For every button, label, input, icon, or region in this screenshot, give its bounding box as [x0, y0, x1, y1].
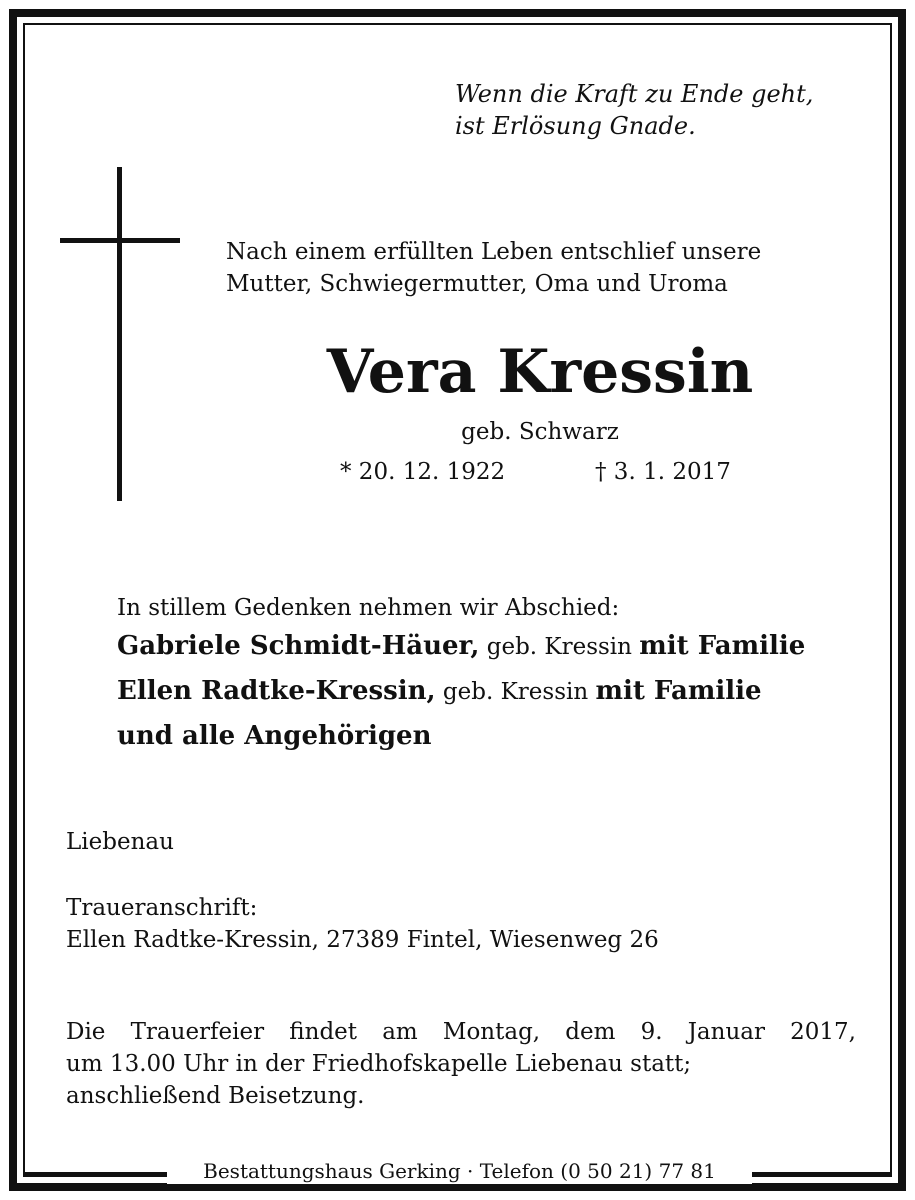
birth-date: * 20. 12. 1922	[340, 459, 506, 485]
funeral-service-info	[66, 1016, 856, 1112]
mourner-name: Gabriele Schmidt-Häuer,	[117, 631, 480, 661]
service-line-1: Die Trauerfeier findet am Montag, dem 9. Januar 2017,	[66, 1019, 856, 1045]
motto-line-2: ist Erlösung Gnade.	[455, 112, 696, 140]
motto-line-1: Wenn die Kraft zu Ende geht,	[455, 80, 814, 108]
intro-line-1: Nach einem erfüllten Leben entschlief unsere	[226, 239, 762, 265]
mourning-address	[66, 892, 846, 956]
intro-line-2: Mutter, Schwiegermutter, Oma und Uroma	[226, 271, 728, 297]
address-label: Traueranschrift:	[66, 895, 258, 921]
mourners-heading: In stillem Gedenken nehmen wir Abschied:	[117, 595, 620, 621]
mourner-note: geb. Kressin	[479, 634, 640, 660]
place-name: Liebenau	[66, 829, 174, 855]
mourner-row	[117, 624, 857, 669]
funeral-home-footer: Bestattungshaus Gerking · Telefon (0 50 21) 77 81	[167, 1158, 752, 1184]
intro-text	[226, 236, 856, 300]
mourner-name: Ellen Radtke-Kressin,	[117, 676, 436, 706]
mourner-suffix: mit Familie	[639, 631, 806, 661]
cross-icon-bar	[60, 238, 180, 243]
deceased-name: Vera Kressin	[326, 337, 754, 407]
address-value: Ellen Radtke-Kressin, 27389 Fintel, Wiesenweg 26	[66, 927, 659, 953]
service-line-2: um 13.00 Uhr in der Friedhofskapelle Liebenau statt;	[66, 1051, 692, 1077]
mourners-closing: und alle Angehörigen	[117, 721, 432, 751]
mourners-block	[117, 592, 857, 758]
mourner-note: geb. Kressin	[435, 679, 596, 705]
service-line-3: anschließend Beisetzung.	[66, 1083, 365, 1109]
death-date: † 3. 1. 2017	[595, 459, 731, 485]
mourner-suffix: mit Familie	[595, 676, 762, 706]
motto-quote	[455, 78, 875, 142]
mourner-row	[117, 669, 857, 714]
maiden-name: geb. Schwarz	[461, 419, 619, 445]
cross-icon	[117, 167, 122, 501]
footer-rule-right	[752, 1172, 890, 1175]
footer-rule-left	[25, 1172, 167, 1175]
